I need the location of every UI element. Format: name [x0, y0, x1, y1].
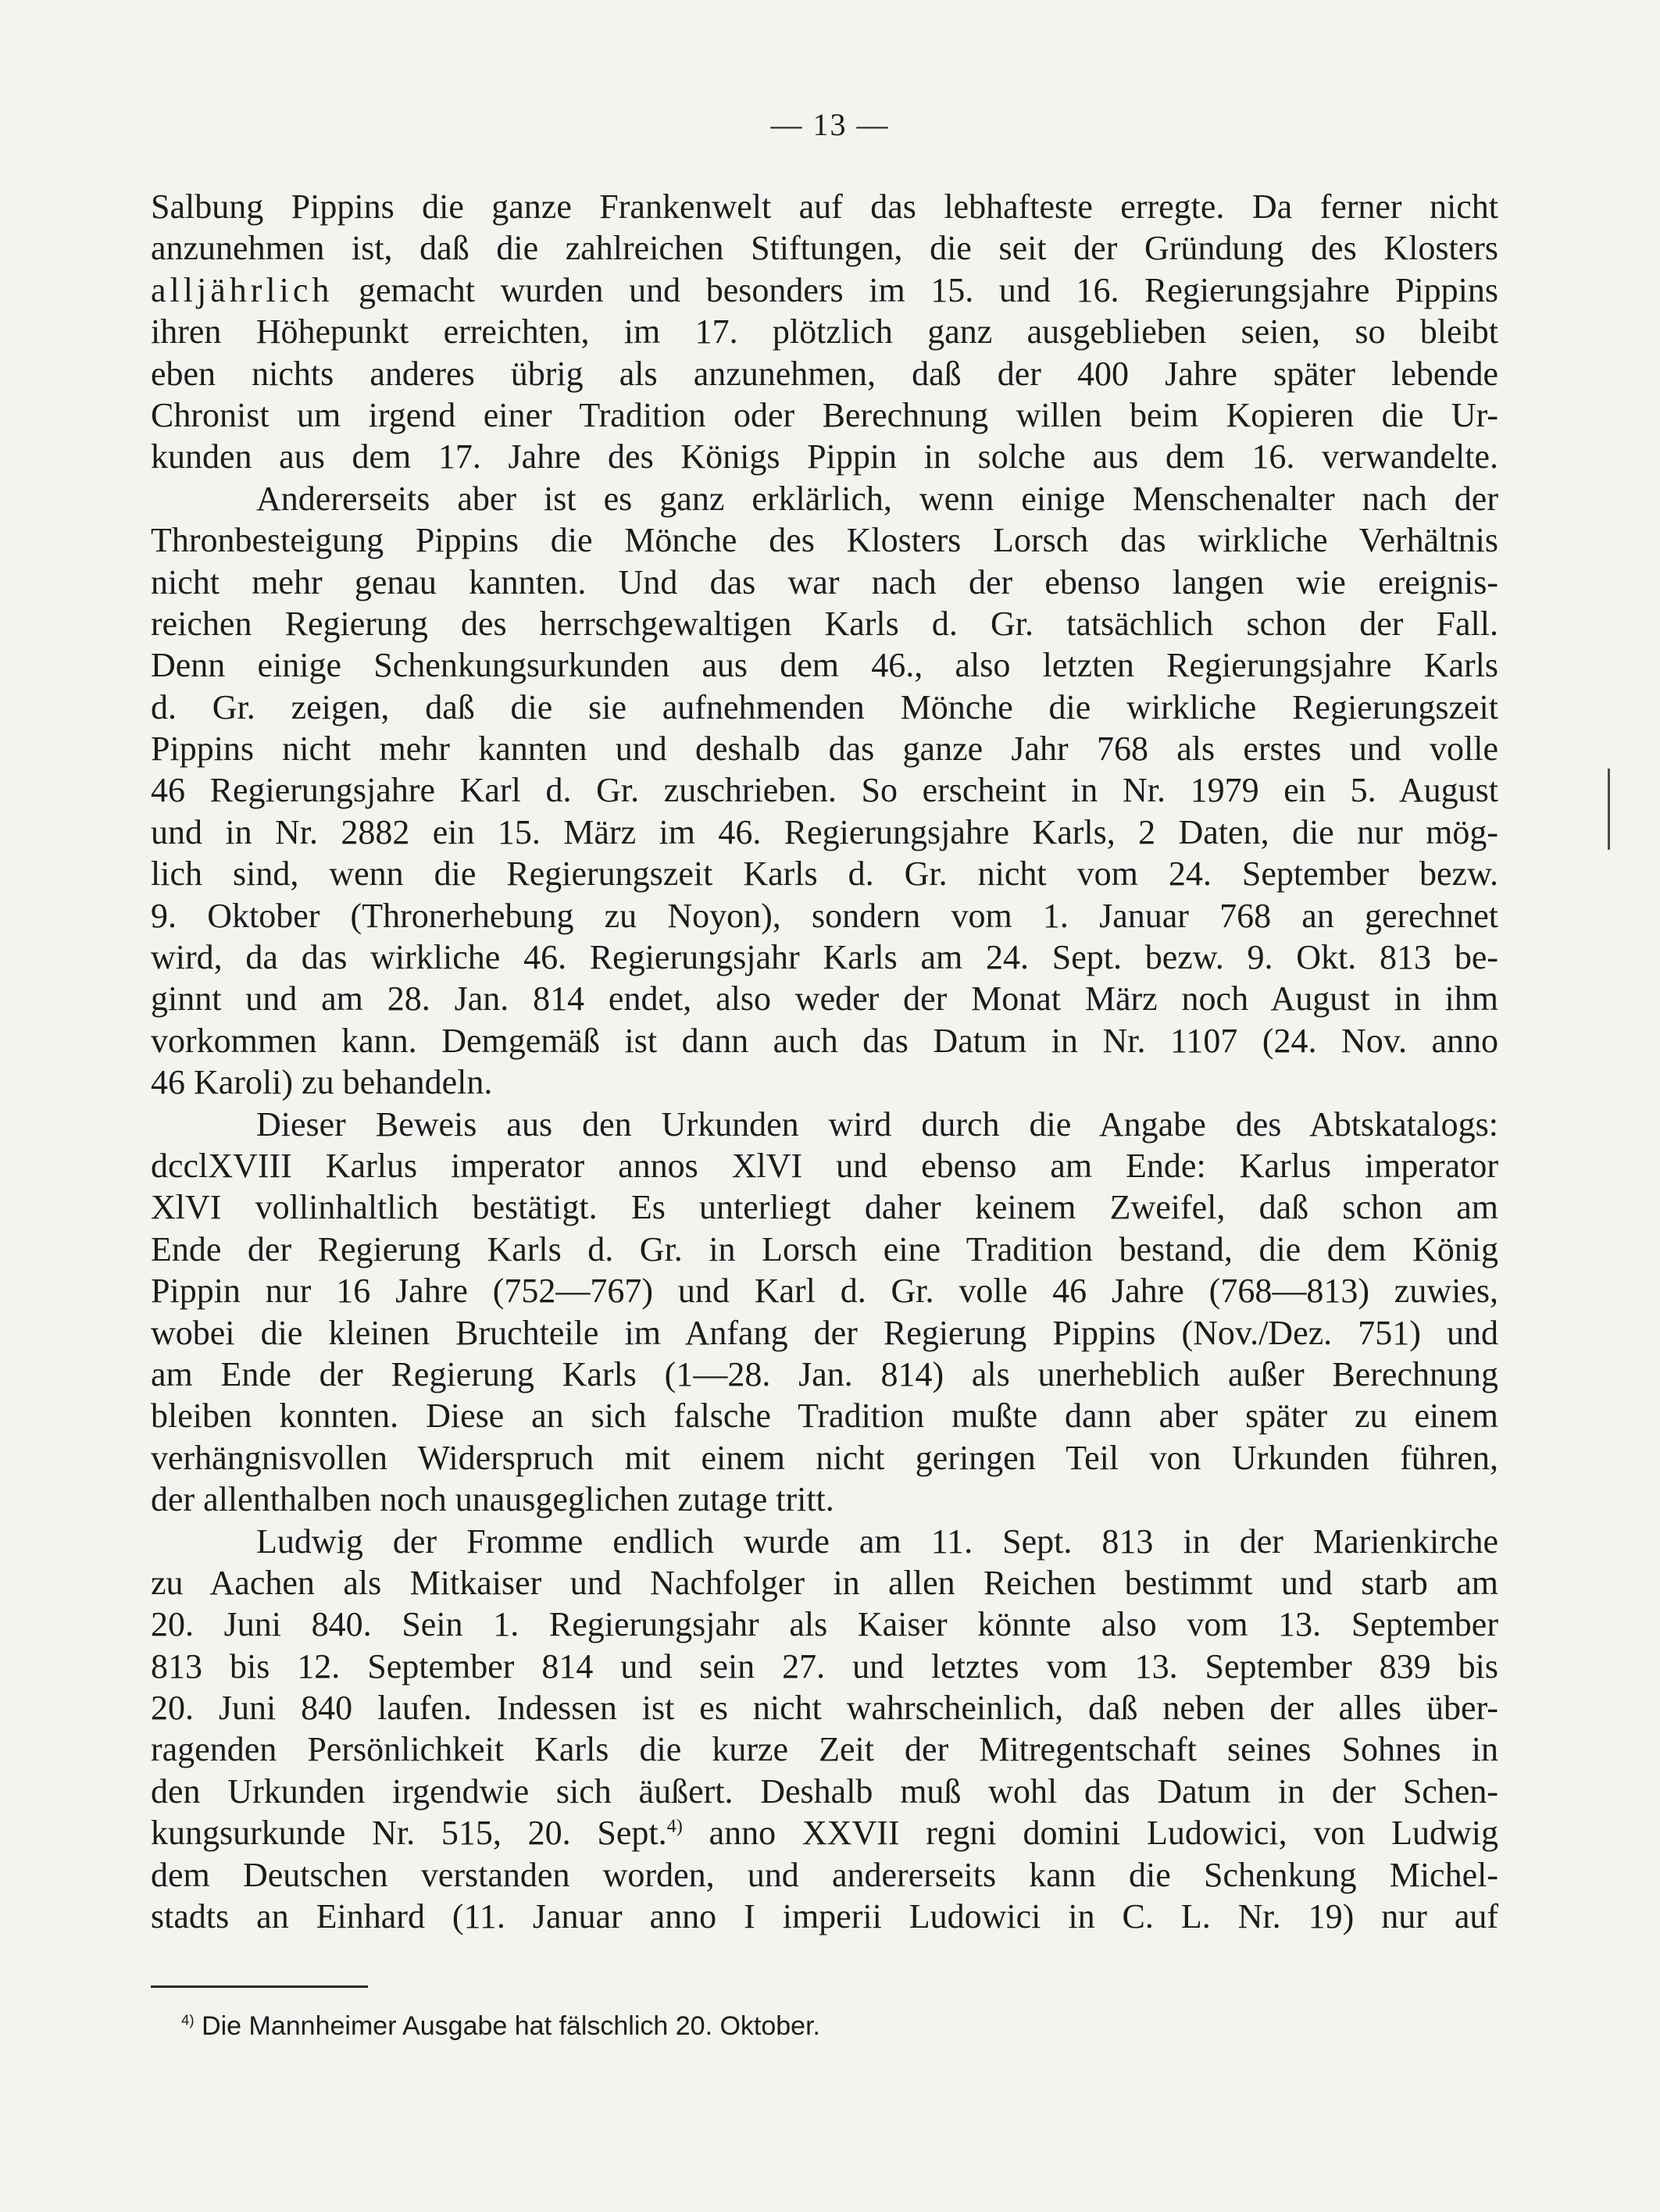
text-line: reichen Regierung des herrschgewaltigen Karls d. Gr. tatsächlich schon der Fall. [151, 604, 1498, 643]
footnote-divider [151, 1985, 368, 1988]
text-line: anzunehmen ist, daß die zahlreichen Stiftungen, die seit der Gründung des Klosters [151, 229, 1498, 268]
text-line: d. Gr. zeigen, daß die sie aufnehmenden Mönche die wirkliche Regierungszeit [151, 687, 1498, 726]
text-line: bleiben konnten. Diese an sich falsche Tradition mußte dann aber später zu einem [151, 1397, 1498, 1436]
text-line: Salbung Pippins die ganze Frankenwelt auf das lebhafteste erregte. Da ferner nicht [151, 187, 1498, 226]
text-line: ihren Höhepunkt erreichten, im 17. plötzlich ganz ausgeblieben seien, so bleibt [151, 312, 1498, 351]
text-line: kunden aus dem 17. Jahre des Königs Pippin in solche aus dem 16. verwandelte. [151, 437, 1498, 476]
text-line: Pippins nicht mehr kannten und deshalb das ganze Jahr 768 als erstes und volle [151, 730, 1498, 769]
text-line: stadts an Einhard (11. Januar anno I imperii Ludowici in C. L. Nr. 19) nur auf [151, 1897, 1498, 1936]
text-line: Pippin nur 16 Jahre (752—767) und Karl d. Gr. volle 46 Jahre (768—813) zuwies, [151, 1272, 1498, 1311]
margin-mark [1608, 769, 1610, 850]
body-text [151, 186, 1498, 1937]
text-line: XlVI vollinhaltlich bestätigt. Es unterliegt daher keinem Zweifel, daß schon am [151, 1188, 1498, 1227]
text-line: und in Nr. 2882 ein 15. März im 46. Regierungsjahre Karls, 2 Daten, die nur mög- [151, 812, 1498, 851]
text-line: wird, da das wirkliche 46. Regierungsjahr Karls am 24. Sept. bezw. 9. Okt. 813 be- [151, 938, 1498, 977]
text-line: Denn einige Schenkungsurkunden aus dem 46., also letzten Regierungsjahre Karls [151, 646, 1498, 685]
text-line: zu Aachen als Mitkaiser und Nachfolger in allen Reichen bestimmt und starb am [151, 1563, 1498, 1602]
text-line [151, 269, 1498, 311]
text-line: 46 Regierungsjahre Karl d. Gr. zuschrieben. So erscheint in Nr. 1979 ein 5. August [151, 771, 1498, 810]
page-number: — 13 — [770, 107, 890, 142]
text-line: 20. Juni 840. Sein 1. Regierungsjahr als Kaiser könnte also vom 13. September [151, 1605, 1498, 1644]
footnote-text: Die Mannheimer Ausgabe hat fälschlich 20. Oktober. [202, 2011, 820, 2041]
footnote-reference: 4) [666, 1815, 683, 1837]
footnote [181, 2009, 820, 2043]
footnote-marker: 4) [181, 2011, 195, 2028]
text-line: ginnt und am 28. Jan. 814 endet, also weder der Monat März noch August in ihm [151, 979, 1498, 1019]
text-line: Ende der Regierung Karls d. Gr. in Lorsch eine Tradition bestand, die dem König [151, 1229, 1498, 1268]
text-line: 813 bis 12. September 814 und sein 27. und letztes vom 13. September 839 bis [151, 1647, 1498, 1686]
text-line [151, 1812, 1498, 1853]
text-line: lich sind, wenn die Regierungszeit Karls d. Gr. nicht vom 24. September bezw. [151, 854, 1498, 894]
text-line: eben nichts anderes übrig als anzunehmen, daß der 400 Jahre später lebende [151, 354, 1498, 393]
text-line: Ludwig der Fromme endlich wurde am 11. Sept. 813 in der Marienkirche [256, 1522, 1498, 1561]
text-line: dcclXVIII Karlus imperator annos XlVI und ebenso am Ende: Karlus imperator [151, 1146, 1498, 1185]
text-line: Dieser Beweis aus den Urkunden wird durch die Angabe des Abtskatalogs: [256, 1104, 1498, 1143]
text-line: Andererseits aber ist es ganz erklärlich, wenn einige Menschenalter nach der [256, 479, 1498, 518]
text-line-rest: gemacht wurden und besonders im 15. und 16. Regierungsjahre Pippins [358, 270, 1498, 309]
text-line: wobei die kleinen Bruchteile im Anfang der Regierung Pippins (Nov./Dez. 751) und [151, 1313, 1498, 1352]
text-line: am Ende der Regierung Karls (1—28. Jan. 814) als unerheblich außer Berechnung [151, 1354, 1498, 1393]
text-line: der allenthalben noch unausgeglichen zutage tritt. [151, 1480, 834, 1519]
text-line-rest: anno XXVII regni domini Ludowici, von Ludwig [709, 1814, 1498, 1853]
text-line: verhängnisvollen Widerspruch mit einem nicht geringen Teil von Urkunden führen, [151, 1438, 1498, 1477]
text-line: Thronbesteigung Pippins die Mönche des Klosters Lorsch das wirkliche Verhältnis [151, 521, 1498, 560]
text-line: Chronist um irgend einer Tradition oder Berechnung willen beim Kopieren die Ur- [151, 395, 1498, 434]
text-line-start: kungsurkunde Nr. 515, 20. Sept. [151, 1814, 667, 1853]
text-line: den Urkunden irgendwie sich äußert. Deshalb muß wohl das Datum in der Schen- [151, 1771, 1498, 1811]
text-line: vorkommen kann. Demgemäß ist dann auch das Datum in Nr. 1107 (24. Nov. anno [151, 1021, 1498, 1060]
text-line: dem Deutschen verstanden worden, und andererseits kann die Schenkung Michel- [151, 1855, 1498, 1894]
text-line: nicht mehr genau kannten. Und das war nach der ebenso langen wie ereignis- [151, 562, 1498, 601]
text-line: 9. Oktober (Thronerhebung zu Noyon), sondern vom 1. Januar 768 an gerechnet [151, 896, 1498, 935]
emphasized-word: alljährlich [151, 270, 334, 309]
text-line: 46 Karoli) zu behandeln. [151, 1063, 493, 1102]
text-line: 20. Juni 840 laufen. Indessen ist es nicht wahrscheinlich, daß neben der alles über- [151, 1689, 1498, 1728]
text-line: ragenden Persönlichkeit Karls die kurze Zeit der Mitregentschaft seines Sohnes in [151, 1730, 1498, 1769]
